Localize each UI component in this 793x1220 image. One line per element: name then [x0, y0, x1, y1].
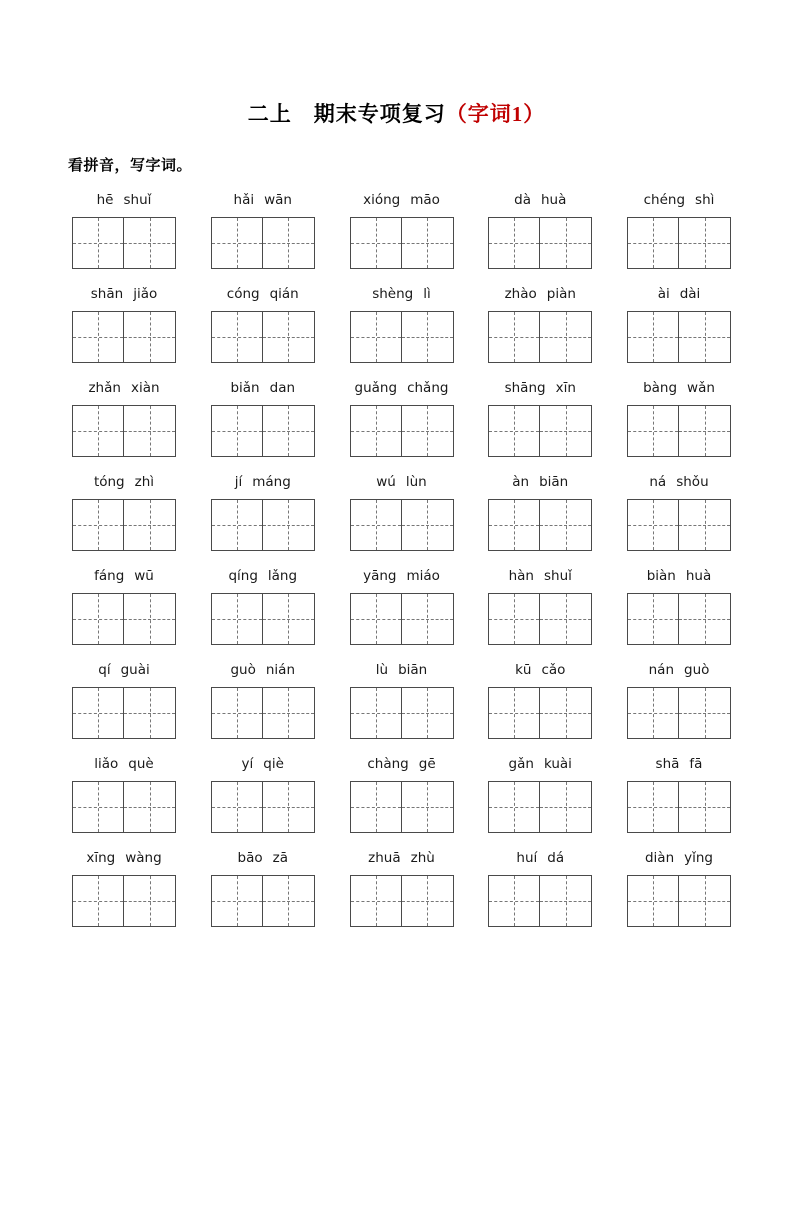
tianzige-box[interactable] — [540, 311, 592, 363]
pinyin-label — [89, 753, 158, 775]
tianzige-box[interactable] — [488, 405, 540, 457]
writing-boxes — [627, 687, 731, 739]
pinyin-syllable: qíng — [228, 568, 258, 584]
pinyin-syllable: biàn — [646, 568, 676, 584]
section-instruction: 看拼音，写字词。 — [68, 158, 193, 174]
writing-boxes — [627, 217, 731, 269]
pinyin-syllable: ài — [657, 286, 670, 302]
pinyin-label — [81, 847, 166, 869]
pinyin-syllable: guǎng — [354, 380, 398, 396]
tianzige-box[interactable] — [124, 781, 176, 833]
pinyin-label — [500, 377, 581, 399]
pinyin-label — [500, 283, 581, 305]
pinyin-syllable: biān — [398, 662, 428, 678]
tianzige-box[interactable] — [540, 499, 592, 551]
pinyin-label — [363, 847, 440, 869]
exercise-item — [62, 565, 186, 655]
pinyin-label — [83, 377, 164, 399]
pinyin-syllable: zhù — [410, 850, 435, 866]
tianzige-box[interactable] — [211, 781, 263, 833]
writing-boxes — [627, 593, 731, 645]
pinyin-syllable: wān — [264, 192, 292, 208]
pinyin-syllable: fā — [689, 756, 703, 772]
exercise-item — [617, 283, 741, 373]
exercise-item — [340, 471, 464, 561]
page-title-main: 二上 期末专项复习 — [247, 102, 446, 126]
tianzige-box[interactable] — [627, 687, 679, 739]
tianzige-box[interactable] — [627, 499, 679, 551]
pinyin-label — [223, 565, 302, 587]
exercise-item — [478, 753, 602, 843]
pinyin-syllable: xiàn — [130, 380, 160, 396]
writing-boxes — [350, 875, 454, 927]
tianzige-box[interactable] — [263, 687, 315, 739]
pinyin-syllable: guài — [120, 662, 150, 678]
pinyin-syllable: nán — [648, 662, 674, 678]
exercise-item — [617, 377, 741, 467]
exercise-item — [62, 659, 186, 749]
exercise-item — [62, 753, 186, 843]
pinyin-syllable: qí — [98, 662, 111, 678]
pinyin-syllable: zhào — [504, 286, 537, 302]
pinyin-syllable: gǎn — [508, 756, 534, 772]
writing-boxes — [627, 405, 731, 457]
pinyin-syllable: yí — [241, 756, 254, 772]
tianzige-box[interactable] — [211, 217, 263, 269]
pinyin-label — [638, 377, 720, 399]
exercise-item — [201, 377, 325, 467]
tianzige-box[interactable] — [488, 593, 540, 645]
exercise-item — [201, 189, 325, 279]
pinyin-syllable: biǎn — [230, 380, 260, 396]
exercise-row — [62, 659, 741, 749]
tianzige-box[interactable] — [263, 217, 315, 269]
pinyin-syllable: dan — [269, 380, 296, 396]
writing-boxes — [627, 499, 731, 551]
exercise-item — [340, 283, 464, 373]
pinyin-syllable: miáo — [406, 568, 440, 584]
pinyin-label — [509, 189, 571, 211]
tianzige-box[interactable] — [263, 781, 315, 833]
writing-boxes — [488, 405, 592, 457]
pinyin-syllable: tóng — [93, 474, 125, 490]
exercise-item — [478, 471, 602, 561]
writing-boxes — [72, 405, 176, 457]
tianzige-box[interactable] — [540, 687, 592, 739]
pinyin-label — [367, 283, 436, 305]
tianzige-box[interactable] — [402, 781, 454, 833]
tianzige-box[interactable] — [540, 875, 592, 927]
pinyin-syllable: cǎo — [541, 662, 566, 678]
pinyin-syllable: hǎi — [233, 192, 255, 208]
tianzige-box[interactable] — [488, 687, 540, 739]
tianzige-box[interactable] — [211, 687, 263, 739]
pinyin-syllable: wǎn — [687, 380, 715, 396]
pinyin-syllable: guò — [684, 662, 710, 678]
exercise-item — [340, 377, 464, 467]
pinyin-label — [510, 659, 570, 681]
exercise-row — [62, 377, 741, 467]
tianzige-box[interactable] — [211, 499, 263, 551]
writing-boxes — [211, 875, 315, 927]
exercise-item — [478, 565, 602, 655]
pinyin-label — [233, 847, 293, 869]
exercise-item — [340, 189, 464, 279]
pinyin-syllable: shì — [695, 192, 715, 208]
pinyin-syllable: hē — [96, 192, 114, 208]
tianzige-box[interactable] — [211, 311, 263, 363]
tianzige-box[interactable] — [627, 311, 679, 363]
writing-boxes — [211, 405, 315, 457]
page-title-accent: （字词1） — [445, 102, 546, 126]
tianzige-box[interactable] — [124, 217, 176, 269]
exercise-item — [478, 847, 602, 937]
tianzige-box[interactable] — [627, 217, 679, 269]
exercise-item — [617, 189, 741, 279]
pinyin-label — [642, 565, 717, 587]
pinyin-label — [644, 659, 715, 681]
tianzige-box[interactable] — [540, 217, 592, 269]
writing-boxes — [211, 781, 315, 833]
pinyin-syllable: qián — [269, 286, 299, 302]
tianzige-box[interactable] — [402, 405, 454, 457]
pinyin-label — [225, 659, 300, 681]
writing-boxes — [211, 593, 315, 645]
writing-boxes — [211, 687, 315, 739]
tianzige-box[interactable] — [263, 593, 315, 645]
pinyin-label — [230, 471, 296, 493]
tianzige-box[interactable] — [540, 405, 592, 457]
tianzige-box[interactable] — [679, 311, 731, 363]
pinyin-syllable: huà — [540, 192, 567, 208]
pinyin-label — [504, 565, 577, 587]
writing-boxes — [488, 499, 592, 551]
pinyin-label — [644, 471, 713, 493]
tianzige-box[interactable] — [72, 593, 124, 645]
tianzige-box[interactable] — [679, 405, 731, 457]
pinyin-syllable: yǐng — [684, 850, 714, 866]
pinyin-syllable: māo — [410, 192, 440, 208]
pinyin-syllable: kū — [515, 662, 532, 678]
pinyin-syllable: kuài — [543, 756, 572, 772]
exercise-item — [340, 753, 464, 843]
pinyin-syllable: bāo — [237, 850, 263, 866]
exercise-item — [201, 659, 325, 749]
writing-boxes — [72, 217, 176, 269]
writing-boxes — [488, 311, 592, 363]
tianzige-box[interactable] — [627, 875, 679, 927]
pinyin-syllable: shāng — [504, 380, 546, 396]
tianzige-box[interactable] — [72, 311, 124, 363]
pinyin-syllable: zhuā — [368, 850, 401, 866]
exercise-row — [62, 189, 741, 279]
pinyin-label — [511, 847, 569, 869]
tianzige-box[interactable] — [402, 875, 454, 927]
tianzige-box[interactable] — [488, 217, 540, 269]
exercise-row — [62, 847, 741, 937]
pinyin-label — [350, 377, 454, 399]
exercise-item — [62, 377, 186, 467]
pinyin-label — [92, 189, 157, 211]
exercise-row — [62, 471, 741, 561]
pinyin-syllable: shèng — [372, 286, 414, 302]
pinyin-label — [362, 753, 440, 775]
exercise-item — [340, 659, 464, 749]
tianzige-box[interactable] — [679, 499, 731, 551]
tianzige-box[interactable] — [350, 217, 402, 269]
pinyin-syllable: chéng — [643, 192, 686, 208]
pinyin-syllable: máng — [252, 474, 291, 490]
pinyin-syllable: lùn — [405, 474, 427, 490]
pinyin-syllable: ná — [649, 474, 667, 490]
writing-boxes — [72, 875, 176, 927]
tianzige-box[interactable] — [488, 499, 540, 551]
pinyin-label — [639, 189, 720, 211]
exercise-item — [62, 847, 186, 937]
tianzige-box[interactable] — [488, 311, 540, 363]
tianzige-box[interactable] — [402, 687, 454, 739]
exercise-row — [62, 753, 741, 843]
writing-boxes — [627, 311, 731, 363]
tianzige-box[interactable] — [350, 405, 402, 457]
pinyin-syllable: diàn — [644, 850, 675, 866]
pinyin-syllable: huí — [516, 850, 538, 866]
tianzige-box[interactable] — [350, 875, 402, 927]
pinyin-label — [653, 283, 706, 305]
pinyin-syllable: huà — [685, 568, 712, 584]
tianzige-box[interactable] — [263, 875, 315, 927]
pinyin-label — [86, 283, 162, 305]
exercise-item — [201, 283, 325, 373]
tianzige-box[interactable] — [72, 687, 124, 739]
writing-boxes — [211, 311, 315, 363]
writing-boxes — [627, 875, 731, 927]
tianzige-box[interactable] — [679, 593, 731, 645]
pinyin-label — [222, 283, 304, 305]
exercise-row — [62, 283, 741, 373]
pinyin-label — [225, 377, 300, 399]
tianzige-box[interactable] — [679, 687, 731, 739]
pinyin-syllable: chǎng — [407, 380, 449, 396]
tianzige-box[interactable] — [72, 781, 124, 833]
pinyin-label — [93, 659, 154, 681]
tianzige-box[interactable] — [679, 781, 731, 833]
writing-boxes — [72, 499, 176, 551]
pinyin-syllable: shā — [655, 756, 680, 772]
tianzige-box[interactable] — [263, 311, 315, 363]
tianzige-box[interactable] — [488, 875, 540, 927]
exercise-item — [201, 565, 325, 655]
writing-boxes — [488, 593, 592, 645]
tianzige-box[interactable] — [540, 593, 592, 645]
writing-boxes — [211, 217, 315, 269]
pinyin-syllable: wú — [376, 474, 396, 490]
writing-boxes — [627, 781, 731, 833]
pinyin-syllable: àn — [512, 474, 530, 490]
exercise-row — [62, 565, 741, 655]
tianzige-box[interactable] — [124, 593, 176, 645]
writing-boxes — [350, 405, 454, 457]
pinyin-syllable: zā — [272, 850, 288, 866]
pinyin-syllable: zhǎn — [88, 380, 121, 396]
writing-boxes — [488, 781, 592, 833]
tianzige-box[interactable] — [124, 687, 176, 739]
pinyin-syllable: liǎo — [94, 756, 119, 772]
writing-boxes — [488, 687, 592, 739]
exercise-item — [62, 471, 186, 561]
pinyin-syllable: jiǎo — [133, 286, 158, 302]
tianzige-box[interactable] — [402, 217, 454, 269]
pinyin-syllable: qiè — [263, 756, 284, 772]
pinyin-syllable: dà — [514, 192, 531, 208]
pinyin-label — [507, 471, 573, 493]
writing-boxes — [72, 593, 176, 645]
pinyin-label — [237, 753, 289, 775]
pinyin-syllable: dá — [547, 850, 565, 866]
exercise-item — [340, 847, 464, 937]
writing-boxes — [211, 499, 315, 551]
writing-boxes — [350, 781, 454, 833]
tianzige-box[interactable] — [402, 311, 454, 363]
pinyin-syllable: xióng — [363, 192, 401, 208]
pinyin-syllable: dài — [679, 286, 701, 302]
tianzige-box[interactable] — [627, 405, 679, 457]
writing-boxes — [488, 875, 592, 927]
tianzige-box[interactable] — [350, 593, 402, 645]
pinyin-syllable: bàng — [643, 380, 678, 396]
pinyin-syllable: wū — [134, 568, 154, 584]
tianzige-box[interactable] — [72, 217, 124, 269]
tianzige-box[interactable] — [124, 499, 176, 551]
tianzige-box[interactable] — [488, 781, 540, 833]
writing-boxes — [72, 687, 176, 739]
tianzige-box[interactable] — [211, 405, 263, 457]
pinyin-label — [371, 471, 431, 493]
tianzige-box[interactable] — [350, 781, 402, 833]
tianzige-box[interactable] — [124, 405, 176, 457]
pinyin-syllable: shān — [90, 286, 124, 302]
tianzige-box[interactable] — [72, 875, 124, 927]
exercise-item — [201, 847, 325, 937]
writing-boxes — [350, 499, 454, 551]
pinyin-syllable: lù — [375, 662, 389, 678]
pinyin-syllable: wàng — [125, 850, 162, 866]
pinyin-syllable: jí — [234, 474, 243, 490]
pinyin-label — [651, 753, 708, 775]
exercise-item — [478, 283, 602, 373]
pinyin-syllable: piàn — [546, 286, 576, 302]
pinyin-label — [358, 189, 445, 211]
pinyin-syllable: shuǐ — [543, 568, 572, 584]
pinyin-syllable: chàng — [367, 756, 409, 772]
tianzige-box[interactable] — [263, 499, 315, 551]
page-title — [0, 98, 793, 128]
tianzige-box[interactable] — [211, 593, 263, 645]
pinyin-syllable: yāng — [363, 568, 397, 584]
tianzige-box[interactable] — [72, 499, 124, 551]
tianzige-box[interactable] — [402, 593, 454, 645]
writing-boxes — [350, 593, 454, 645]
exercise-item — [62, 283, 186, 373]
pinyin-label — [358, 565, 445, 587]
exercise-item — [617, 659, 741, 749]
tianzige-box[interactable] — [679, 217, 731, 269]
pinyin-label — [89, 565, 159, 587]
tianzige-box[interactable] — [402, 499, 454, 551]
pinyin-label — [640, 847, 718, 869]
pinyin-label — [89, 471, 159, 493]
exercise-item — [478, 377, 602, 467]
pinyin-syllable: què — [128, 756, 154, 772]
pinyin-syllable: biān — [539, 474, 569, 490]
tianzige-box[interactable] — [350, 687, 402, 739]
pinyin-syllable: guò — [230, 662, 256, 678]
tianzige-box[interactable] — [211, 875, 263, 927]
pinyin-syllable: xīng — [86, 850, 116, 866]
exercise-grid — [62, 189, 741, 937]
worksheet-page — [0, 98, 793, 1220]
exercise-item — [201, 753, 325, 843]
pinyin-label — [229, 189, 297, 211]
pinyin-syllable: nián — [265, 662, 296, 678]
writing-boxes — [350, 311, 454, 363]
tianzige-box[interactable] — [350, 311, 402, 363]
tianzige-box[interactable] — [72, 405, 124, 457]
exercise-item — [478, 659, 602, 749]
writing-boxes — [72, 781, 176, 833]
pinyin-syllable: zhì — [134, 474, 155, 490]
tianzige-box[interactable] — [124, 875, 176, 927]
pinyin-syllable: shuǐ — [123, 192, 152, 208]
exercise-item — [617, 471, 741, 561]
pinyin-syllable: hàn — [508, 568, 534, 584]
tianzige-box[interactable] — [627, 593, 679, 645]
tianzige-box[interactable] — [679, 875, 731, 927]
pinyin-syllable: lì — [423, 286, 431, 302]
tianzige-box[interactable] — [350, 499, 402, 551]
exercise-item — [62, 189, 186, 279]
pinyin-label — [504, 753, 577, 775]
tianzige-box[interactable] — [627, 781, 679, 833]
tianzige-box[interactable] — [124, 311, 176, 363]
writing-boxes — [72, 311, 176, 363]
exercise-item — [617, 753, 741, 843]
pinyin-syllable: gē — [418, 756, 436, 772]
pinyin-syllable: fáng — [94, 568, 125, 584]
writing-boxes — [350, 217, 454, 269]
exercise-item — [617, 565, 741, 655]
exercise-item — [340, 565, 464, 655]
writing-boxes — [488, 217, 592, 269]
pinyin-syllable: lǎng — [267, 568, 298, 584]
pinyin-syllable: xīn — [555, 380, 576, 396]
pinyin-syllable: cóng — [226, 286, 260, 302]
exercise-item — [478, 189, 602, 279]
pinyin-label — [371, 659, 432, 681]
pinyin-syllable: shǒu — [676, 474, 709, 490]
tianzige-box[interactable] — [263, 405, 315, 457]
tianzige-box[interactable] — [540, 781, 592, 833]
exercise-item — [617, 847, 741, 937]
exercise-item — [201, 471, 325, 561]
writing-boxes — [350, 687, 454, 739]
